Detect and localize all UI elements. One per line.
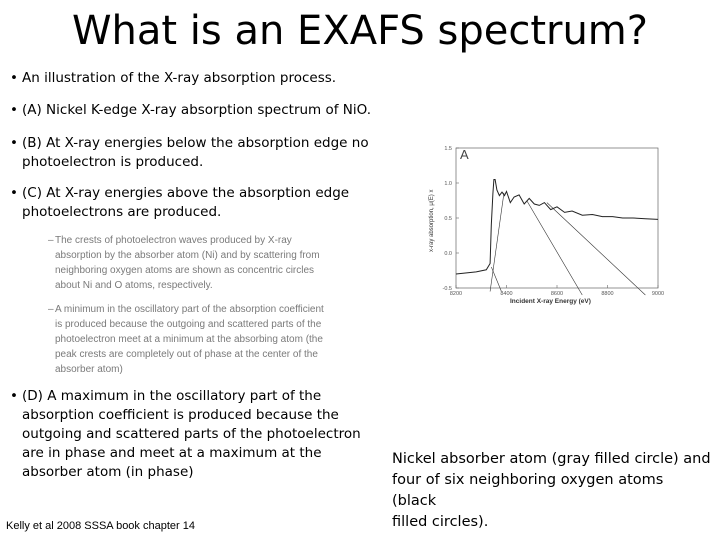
subbullet-line: A minimum in the oscillatory part of the absorption coefficient: [55, 304, 324, 315]
bullet-below-edge: [10, 134, 392, 172]
y-tick-label: 1.5: [444, 146, 452, 152]
bullet-line: (D) A maximum in the oscillatory part of the: [22, 388, 322, 404]
subbullet-line: absorber atom): [55, 364, 123, 375]
subbullet-dash: –: [48, 235, 54, 246]
bullet-above-edge: [10, 184, 392, 222]
y-tick-label: 1.0: [444, 181, 452, 187]
subbullet-line: is produced because the outgoing and scattered parts of the: [55, 319, 322, 330]
subbullet-minimum: [48, 302, 375, 377]
bullet-line: (C) At X-ray energies above the absorption edge: [22, 185, 350, 201]
spectrum-line: [456, 180, 658, 275]
figure-caption: [392, 449, 712, 533]
panel-label: A: [460, 147, 469, 162]
x-tick-label: 8600: [550, 291, 564, 297]
subbullet-dash: –: [48, 304, 54, 315]
x-tick-label: 8200: [449, 291, 463, 297]
slide-title: What is an EXAFS spectrum?: [71, 8, 648, 54]
x-tick-label: 9000: [651, 291, 665, 297]
bullet-line: outgoing and scattered parts of the photoelectron: [22, 426, 361, 442]
subbullet-line: peak crests are completely out of phase at the center of the: [55, 349, 318, 360]
reference-citation: Kelly et al 2008 SSSA book chapter 14: [6, 520, 195, 532]
bullet-dot: •: [10, 185, 18, 201]
bullet-line: absorption coefficient is produced because the: [22, 407, 339, 423]
bullet-dot: •: [10, 388, 18, 404]
bullet-line: (B) At X-ray energies below the absorption edge no: [22, 135, 369, 151]
subbullet-line: The crests of photoelectron waves produced by X-ray: [55, 235, 292, 246]
bullet-text: An illustration of the X-ray absorption process.: [22, 70, 337, 86]
x-tick-label: 8400: [500, 291, 513, 297]
subbullet-line: photoelectron meet at a minimum at the absorbing atom (the: [55, 334, 323, 345]
y-axis-label: x-ray absorption, μ(E) x: [429, 189, 435, 252]
exafs-spectrum-chart: [420, 140, 665, 310]
subbullet-line: absorption by the absorber atom (Ni) and by scattering from: [55, 250, 320, 261]
bullet-line: photoelectrons are produced.: [22, 204, 222, 220]
y-tick-label: -0.5: [442, 286, 452, 292]
pointer-line: [527, 201, 583, 296]
y-tick-label: 0.0: [444, 251, 452, 257]
caption-line: Nickel absorber atom (gray filled circle) and: [392, 451, 711, 467]
caption-line: filled circles).: [392, 514, 489, 530]
bullet-dot: •: [10, 135, 18, 151]
chart-marks: [456, 180, 658, 296]
subbullet-line: about Ni and O atoms, respectively.: [55, 280, 213, 291]
bullet-absorption-process: [10, 69, 382, 88]
y-tick-label: 0.5: [444, 216, 452, 222]
bullet-maximum: [10, 387, 382, 482]
caption-line: four of six neighboring oxygen atoms (black: [392, 472, 664, 509]
bullet-line: absorber atom (in phase): [22, 464, 194, 480]
bullet-line: are in phase and meet at a maximum at the: [22, 445, 322, 461]
bullet-dot: •: [10, 70, 18, 86]
x-tick-label: 8800: [601, 291, 614, 297]
pointer-line: [547, 203, 645, 295]
chart-ticks: [443, 146, 665, 297]
bullet-line: photoelectron is produced.: [22, 154, 204, 170]
x-axis-label: Incident X-ray Energy (eV): [510, 298, 591, 305]
bullet-nickel-spectrum: [10, 101, 402, 120]
bullet-text: (A) Nickel K-edge X-ray absorption spectrum of NiO.: [22, 102, 372, 118]
subbullet-crests: [48, 233, 375, 293]
bullet-dot: •: [10, 102, 18, 118]
subbullet-line: neighboring oxygen atoms are shown as concentric circles: [55, 265, 315, 276]
